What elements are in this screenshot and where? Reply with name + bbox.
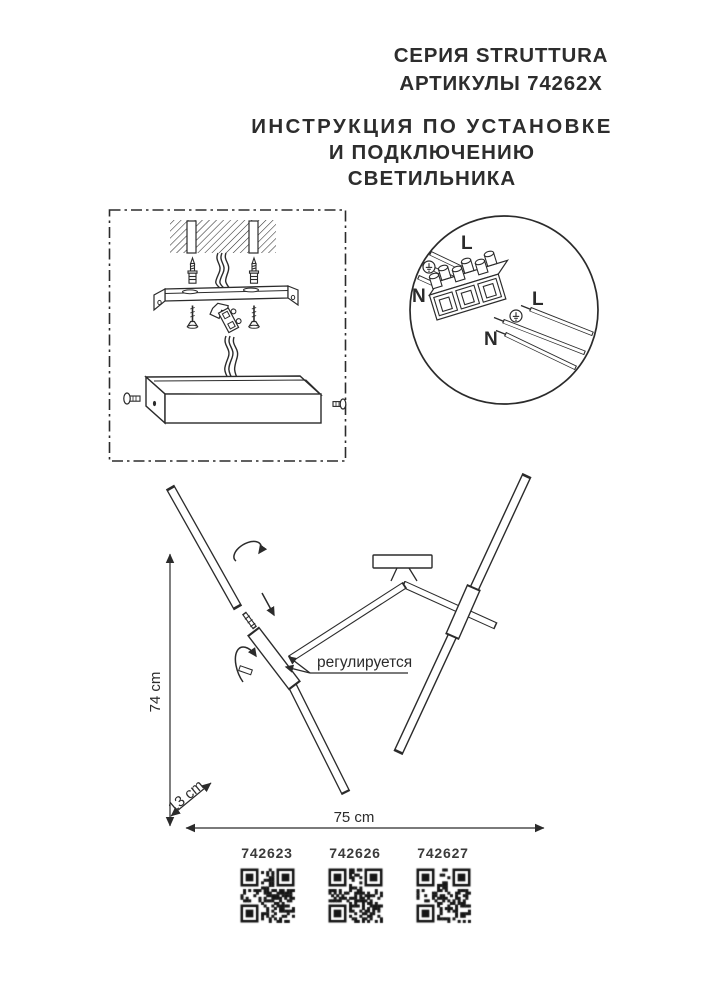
dimension-offset	[165, 777, 211, 816]
side-screw-right	[333, 399, 346, 409]
qr-code	[239, 867, 296, 924]
neutral-label-in: N	[412, 286, 426, 307]
side-screw-left	[124, 393, 140, 404]
earth-ground-icon	[423, 261, 435, 273]
wiring-diagram	[404, 210, 604, 410]
instruction-line-2: И ПОДКЛЮЧЕНИЮ СВЕТИЛЬНИКА	[328, 141, 536, 190]
adjustable-callout	[286, 654, 412, 673]
title-block	[350, 42, 652, 98]
fixture-diagram	[140, 455, 620, 845]
left-holder	[253, 631, 295, 686]
earth-ground-icon	[510, 310, 522, 322]
adjust-knob	[235, 647, 256, 682]
article-number: 742626	[329, 845, 381, 861]
right-holder	[452, 587, 474, 637]
canopy-box	[146, 376, 321, 423]
offset-value: 13 cm	[164, 776, 208, 817]
article-item	[326, 845, 384, 924]
adjustable-label: регулируется	[317, 654, 413, 671]
left-tube	[288, 677, 346, 793]
dimension-height	[147, 554, 170, 826]
articles-row	[238, 845, 472, 924]
installation-diagram	[108, 208, 348, 464]
width-value: 75 cm	[333, 809, 375, 826]
drill-hole	[187, 221, 196, 253]
insert-arrow	[262, 593, 274, 615]
detached-tube	[170, 487, 238, 608]
neutral-label-out: N	[484, 329, 498, 350]
instruction-title	[250, 114, 614, 192]
rotate-arrow	[235, 647, 256, 682]
live-label-out: L	[532, 289, 544, 310]
ceiling	[170, 220, 276, 253]
ceiling-canopy	[373, 555, 432, 581]
dimension-width	[186, 809, 544, 828]
qr-code	[327, 867, 384, 924]
qr-code	[415, 867, 472, 924]
instruction-line-1: ИНСТРУКЦИЯ ПО УСТАНОВКЕ	[251, 115, 613, 138]
series-title: СЕРИЯ STRUTTURA	[393, 44, 609, 67]
article-item	[414, 845, 472, 924]
right-arm	[403, 584, 496, 626]
drill-hole	[249, 221, 258, 253]
mains-wires	[216, 253, 230, 289]
canopy-wires	[225, 336, 239, 382]
terminal-connector	[207, 297, 243, 336]
left-arm	[290, 585, 405, 659]
rotate-arrow	[234, 541, 261, 561]
threaded-stud	[244, 613, 255, 628]
article-item	[238, 845, 296, 924]
articles-title: АРТИКУЛЫ 74262X	[399, 72, 603, 95]
height-value: 74 cm	[147, 671, 164, 713]
live-label-in: L	[461, 233, 473, 254]
article-number: 742627	[417, 845, 469, 861]
article-number: 742623	[241, 845, 293, 861]
